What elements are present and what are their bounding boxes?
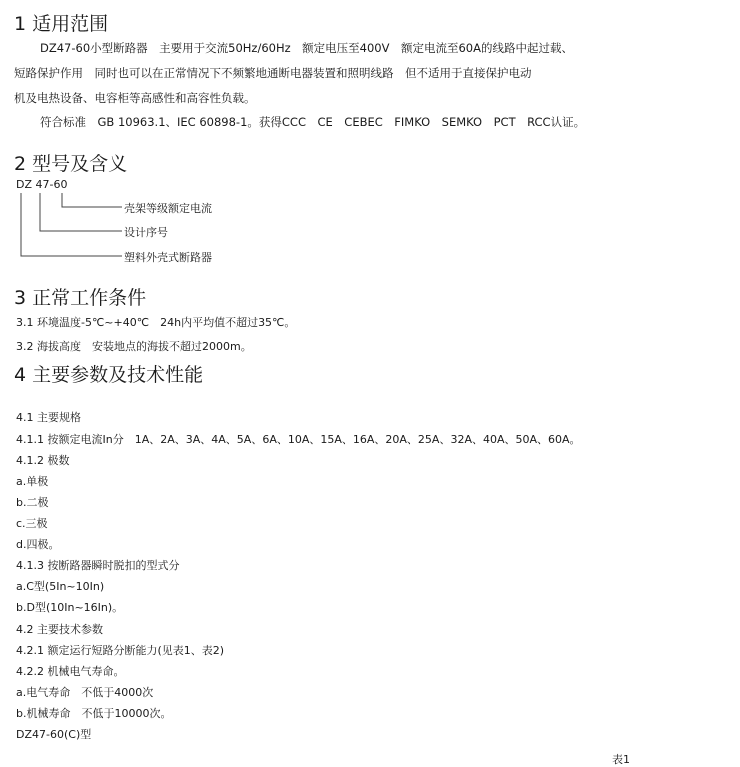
section-1-para-line3: 机及电热设备、电容柜等高感性和高容性负载。: [14, 91, 256, 105]
model-code: DZ 47-60: [16, 178, 68, 191]
bracket-line-case-type: [21, 193, 122, 256]
meaning-label-rated-current: 壳架等级额定电流: [124, 202, 212, 215]
spec-line: 4.2 主要技术参数: [16, 623, 103, 636]
spec-line: b.二极: [16, 496, 49, 509]
spec-line: 4.1.2 极数: [16, 454, 70, 467]
spec-line: a.单极: [16, 475, 49, 488]
meaning-label-design-serial: 设计序号: [124, 226, 168, 239]
section-1-para-line2: 短路保护作用 同时也可以在正常情况下不频繁地通断电器装置和照明线路 但不适用于直接保护电动: [14, 66, 532, 80]
condition-item: 3.2 海拔高度 安装地点的海拔不超过2000m。: [16, 340, 252, 353]
table-caption-fragment: 表1: [612, 753, 630, 766]
condition-item: 3.1 环境温度-5℃~+40℃ 24h内平均值不超过35℃。: [16, 316, 296, 329]
spec-line: b.机械寿命 不低于10000次。: [16, 707, 172, 720]
spec-line: a.电气寿命 不低于4000次: [16, 686, 154, 699]
spec-line: d.四极。: [16, 538, 60, 551]
spec-line: a.C型(5In~10In): [16, 580, 105, 593]
spec-line: 4.1.1 按额定电流In分 1A、2A、3A、4A、5A、6A、10A、15A、16A、20A、25A、32A、40A、50A、60A。: [16, 433, 581, 446]
spec-line: 4.2.1 额定运行短路分断能力(见表1、表2): [16, 644, 225, 657]
spec-line: 4.1 主要规格: [16, 411, 81, 424]
bracket-line-rated-current: [62, 193, 122, 207]
spec-line: 4.1.3 按断路器瞬时脱扣的型式分: [16, 559, 180, 572]
section-1-standards: 符合标准 GB 10963.1、IEC 60898-1。获得CCC CE CEBEC FIMKO SEMKO PCT RCC认证。: [40, 115, 586, 129]
section-1-para-line1: DZ47-60小型断路器 主要用于交流50Hz/60Hz 额定电压至400V 额定电流至60A的线路中起过载、: [40, 41, 573, 55]
section-2-heading: 2 型号及含义: [14, 153, 128, 175]
meaning-label-case-type: 塑料外壳式断路器: [124, 251, 212, 264]
section-3-heading: 3 正常工作条件: [14, 287, 147, 309]
section-4-heading: 4 主要参数及技术性能: [14, 364, 204, 386]
bracket-line-design-serial: [40, 193, 122, 231]
section-1-heading: 1 适用范围: [14, 13, 109, 35]
spec-line: c.三极: [16, 517, 48, 530]
spec-line: b.D型(10In~16In)。: [16, 601, 124, 614]
spec-line: DZ47-60(C)型: [16, 728, 92, 741]
spec-line: 4.2.2 机械电气寿命。: [16, 665, 125, 678]
